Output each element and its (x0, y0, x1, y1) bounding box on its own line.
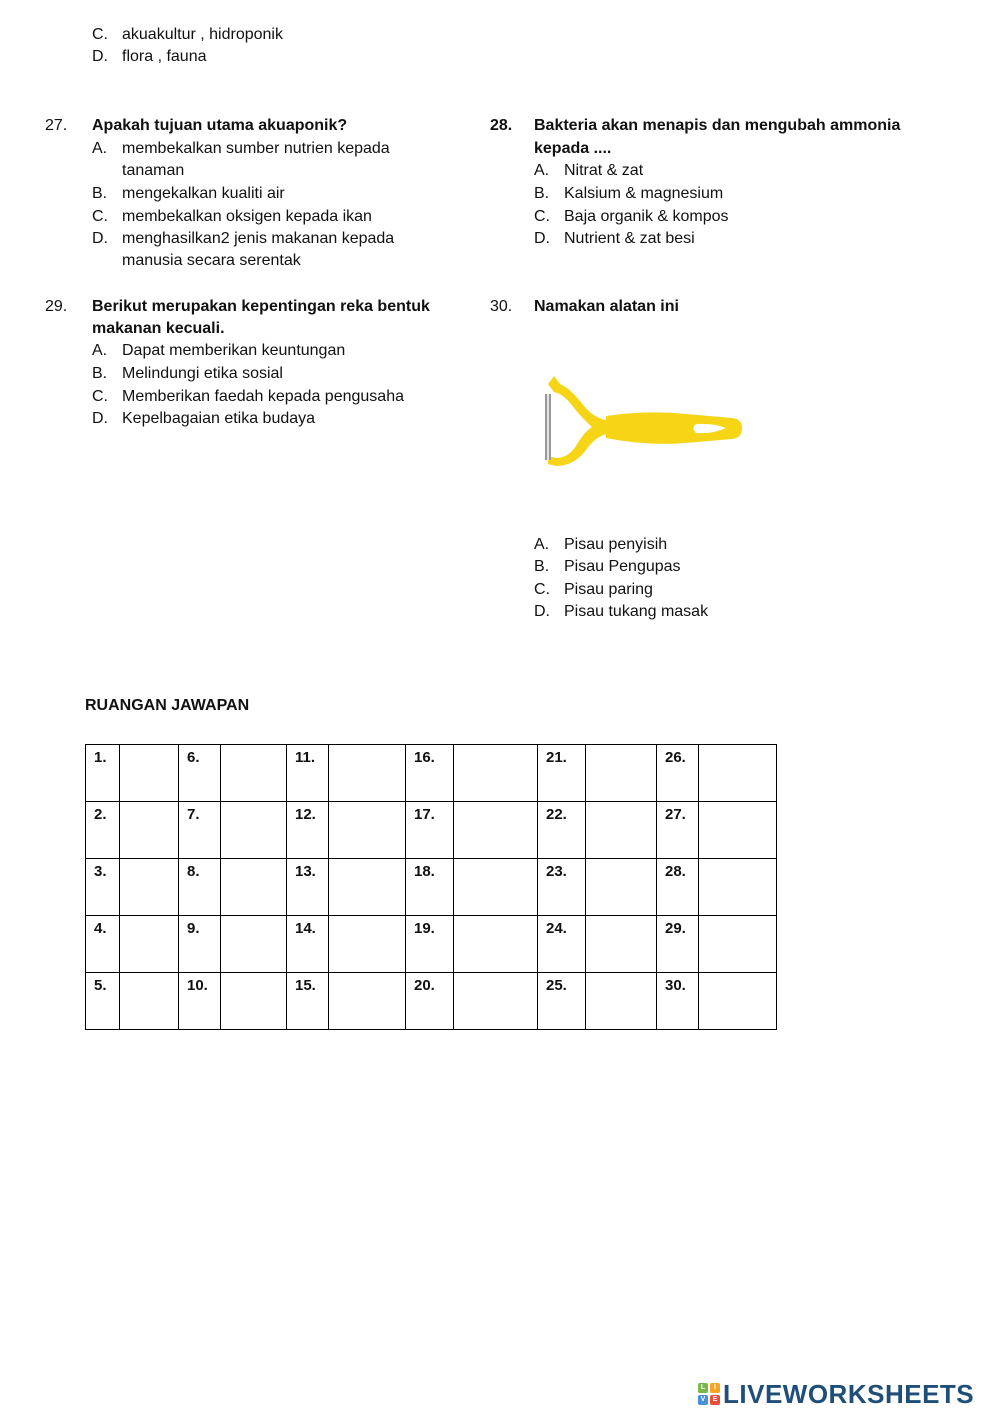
question-number: 28. (490, 117, 513, 134)
answer-row (86, 973, 777, 1030)
answer-number: 7. (187, 806, 200, 823)
option-letter: C. (534, 581, 550, 598)
answer-number: 13. (295, 863, 316, 880)
answer-input-cell[interactable] (329, 973, 406, 1030)
answer-input-cell[interactable] (586, 916, 657, 973)
answer-number-cell (287, 745, 329, 802)
answer-number: 18. (414, 863, 435, 880)
option-letter: C. (534, 208, 550, 225)
logo-text: LIVEWORKSHEETS (723, 1378, 975, 1409)
answer-number: 14. (295, 920, 316, 937)
answer-number: 12. (295, 806, 316, 823)
answer-input-cell[interactable] (120, 973, 179, 1030)
q28-option-b[interactable] (534, 183, 723, 205)
answer-number-cell (538, 802, 586, 859)
option-letter: D. (92, 48, 108, 65)
answer-grid (85, 744, 777, 1030)
answer-number: 17. (414, 806, 435, 823)
liveworksheets-logo (698, 1379, 974, 1409)
q28-option-c[interactable] (534, 206, 729, 228)
answer-number-cell (86, 916, 120, 973)
question-number: 27. (45, 117, 68, 134)
answer-number: 21. (546, 749, 567, 766)
option-letter: A. (534, 536, 550, 553)
answer-input-cell[interactable] (329, 859, 406, 916)
question-text-continued: kepada .... (534, 140, 612, 157)
question-text: Berikut merupakan kepentingan reka bentuk (92, 298, 430, 315)
answer-input-cell[interactable] (120, 802, 179, 859)
option-text: mengekalkan kualiti air (122, 185, 285, 202)
answer-row (86, 859, 777, 916)
option-text: Pisau paring (564, 581, 653, 598)
answer-number: 2. (94, 806, 107, 823)
answer-row (86, 916, 777, 973)
answer-input-cell[interactable] (699, 745, 777, 802)
option-letter: B. (92, 185, 108, 202)
answer-input-cell[interactable] (586, 802, 657, 859)
answer-input-cell[interactable] (454, 973, 538, 1030)
answer-input-cell[interactable] (120, 859, 179, 916)
answer-number: 29. (665, 920, 686, 937)
logo-block: V (698, 1395, 708, 1405)
answer-number: 6. (187, 749, 200, 766)
answer-number-cell (406, 802, 454, 859)
q28-option-d[interactable] (534, 228, 695, 250)
answer-input-cell[interactable] (329, 916, 406, 973)
answer-input-cell[interactable] (454, 745, 538, 802)
answer-row (86, 802, 777, 859)
question-text: Apakah tujuan utama akuaponik? (92, 117, 348, 134)
answer-input-cell[interactable] (586, 745, 657, 802)
q30-option-a[interactable] (534, 534, 667, 556)
answer-number-cell (179, 973, 221, 1030)
answer-number-cell (657, 859, 699, 916)
answer-section-title: RUANGAN JAWAPAN (85, 697, 250, 714)
question-text: Bakteria akan menapis dan mengubah ammonia (534, 117, 901, 134)
answer-number: 22. (546, 806, 567, 823)
answer-number: 20. (414, 977, 435, 994)
answer-number: 4. (94, 920, 107, 937)
answer-input-cell[interactable] (586, 859, 657, 916)
answer-number-cell (179, 916, 221, 973)
answer-number-cell (657, 802, 699, 859)
answer-row (86, 745, 777, 802)
answer-input-cell[interactable] (329, 802, 406, 859)
logo-block: E (710, 1395, 720, 1405)
option-text: Nitrat & zat (564, 162, 644, 179)
q27-option-c[interactable] (92, 206, 372, 228)
answer-number: 9. (187, 920, 200, 937)
answer-number-cell (179, 745, 221, 802)
answer-number: 1. (94, 749, 107, 766)
q29-option-c[interactable] (92, 386, 404, 408)
q30-option-c[interactable] (534, 579, 653, 601)
answer-input-cell[interactable] (221, 916, 287, 973)
answer-input-cell[interactable] (699, 859, 777, 916)
q27-option-d[interactable] (92, 228, 394, 250)
answer-number: 26. (665, 749, 686, 766)
answer-number: 25. (546, 977, 567, 994)
option-text: Pisau penyisih (564, 536, 668, 553)
question-number: 29. (45, 298, 68, 315)
answer-number-cell (179, 802, 221, 859)
logo-block: L (698, 1383, 708, 1393)
answer-number: 16. (414, 749, 435, 766)
answer-number: 27. (665, 806, 686, 823)
option-text: Dapat memberikan keuntungan (122, 342, 346, 359)
answer-number-cell (86, 973, 120, 1030)
option-letter: D. (92, 410, 108, 427)
option-text: Memberikan faedah kepada pengusaha (122, 388, 404, 405)
option-letter: A. (534, 162, 550, 179)
answer-input-cell[interactable] (699, 916, 777, 973)
question-text: Namakan alatan ini (534, 298, 679, 315)
answer-number-cell (406, 973, 454, 1030)
answer-input-cell[interactable] (120, 745, 179, 802)
answer-number-cell (287, 859, 329, 916)
answer-input-cell[interactable] (586, 973, 657, 1030)
option-text: menghasilkan2 jenis makanan kepada (122, 230, 395, 247)
answer-number: 28. (665, 863, 686, 880)
option-letter: B. (92, 365, 108, 382)
answer-number-cell (657, 745, 699, 802)
option-letter: C. (92, 388, 108, 405)
question-number: 30. (490, 298, 513, 315)
option-text: Baja organik & kompos (564, 208, 729, 225)
answer-number-cell (287, 916, 329, 973)
q27-option-b[interactable] (92, 183, 285, 205)
answer-input-cell[interactable] (120, 916, 179, 973)
q29-option-b[interactable] (92, 363, 283, 385)
answer-number: 23. (546, 863, 567, 880)
option-text: Kepelbagaian etika budaya (122, 410, 316, 427)
option-text: Melindungi etika sosial (122, 365, 283, 382)
q29-option-a[interactable] (92, 340, 345, 362)
option-letter: C. (92, 26, 108, 43)
question-text-continued: makanan kecuali. (92, 320, 225, 337)
yellow-peeler-icon (536, 372, 746, 474)
answer-number-cell (657, 973, 699, 1030)
option-letter: A. (92, 140, 108, 157)
answer-number-cell (538, 916, 586, 973)
answer-number: 24. (546, 920, 567, 937)
option-text: Kalsium & magnesium (564, 185, 724, 202)
answer-number-cell (657, 916, 699, 973)
option-letter: D. (534, 230, 550, 247)
answer-number-cell (179, 859, 221, 916)
option-text: flora , fauna (122, 48, 207, 65)
answer-input-cell[interactable] (454, 916, 538, 973)
option-letter: D. (92, 230, 108, 247)
option-text-continued: manusia secara serentak (122, 252, 301, 269)
option-text: Pisau Pengupas (564, 558, 681, 575)
answer-number: 5. (94, 977, 107, 994)
option-text: membekalkan sumber nutrien kepada (122, 140, 390, 157)
q30-option-d[interactable] (534, 601, 708, 623)
answer-number-cell (406, 859, 454, 916)
option-letter: B. (534, 558, 550, 575)
answer-number-cell (287, 973, 329, 1030)
option-letter: A. (92, 342, 108, 359)
answer-number-cell (406, 916, 454, 973)
option-text: akuakultur , hidroponik (122, 26, 283, 43)
answer-input-cell[interactable] (221, 802, 287, 859)
prev-option-c (92, 24, 283, 46)
option-text-continued: tanaman (122, 162, 185, 179)
prev-option-d (92, 46, 207, 68)
answer-number: 19. (414, 920, 435, 937)
answer-number-cell (86, 802, 120, 859)
option-text: Pisau tukang masak (564, 603, 709, 620)
answer-number-cell (287, 802, 329, 859)
option-letter: C. (92, 208, 108, 225)
answer-number-cell (406, 745, 454, 802)
logo-block: I (710, 1383, 720, 1393)
q27-option-a[interactable] (92, 138, 390, 160)
answer-input-cell[interactable] (221, 745, 287, 802)
option-text: membekalkan oksigen kepada ikan (122, 208, 372, 225)
answer-number: 10. (187, 977, 208, 994)
answer-number-cell (86, 745, 120, 802)
answer-input-cell[interactable] (699, 973, 777, 1030)
answer-number: 15. (295, 977, 316, 994)
answer-input-cell[interactable] (454, 859, 538, 916)
option-letter: D. (534, 603, 550, 620)
q29-option-d[interactable] (92, 408, 315, 430)
answer-number-cell (538, 859, 586, 916)
option-text: Nutrient & zat besi (564, 230, 695, 247)
option-letter: B. (534, 185, 550, 202)
answer-input-cell[interactable] (221, 973, 287, 1030)
answer-number-cell (86, 859, 120, 916)
answer-input-cell[interactable] (329, 745, 406, 802)
answer-input-cell[interactable] (699, 802, 777, 859)
logo-blocks-icon (698, 1383, 720, 1405)
answer-input-cell[interactable] (221, 859, 287, 916)
q30-option-b[interactable] (534, 556, 681, 578)
answer-number-cell (538, 745, 586, 802)
answer-number: 11. (295, 749, 316, 766)
answer-number: 30. (665, 977, 686, 994)
answer-number: 3. (94, 863, 107, 880)
answer-number: 8. (187, 863, 200, 880)
answer-number-cell (538, 973, 586, 1030)
q28-option-a[interactable] (534, 160, 643, 182)
answer-input-cell[interactable] (454, 802, 538, 859)
